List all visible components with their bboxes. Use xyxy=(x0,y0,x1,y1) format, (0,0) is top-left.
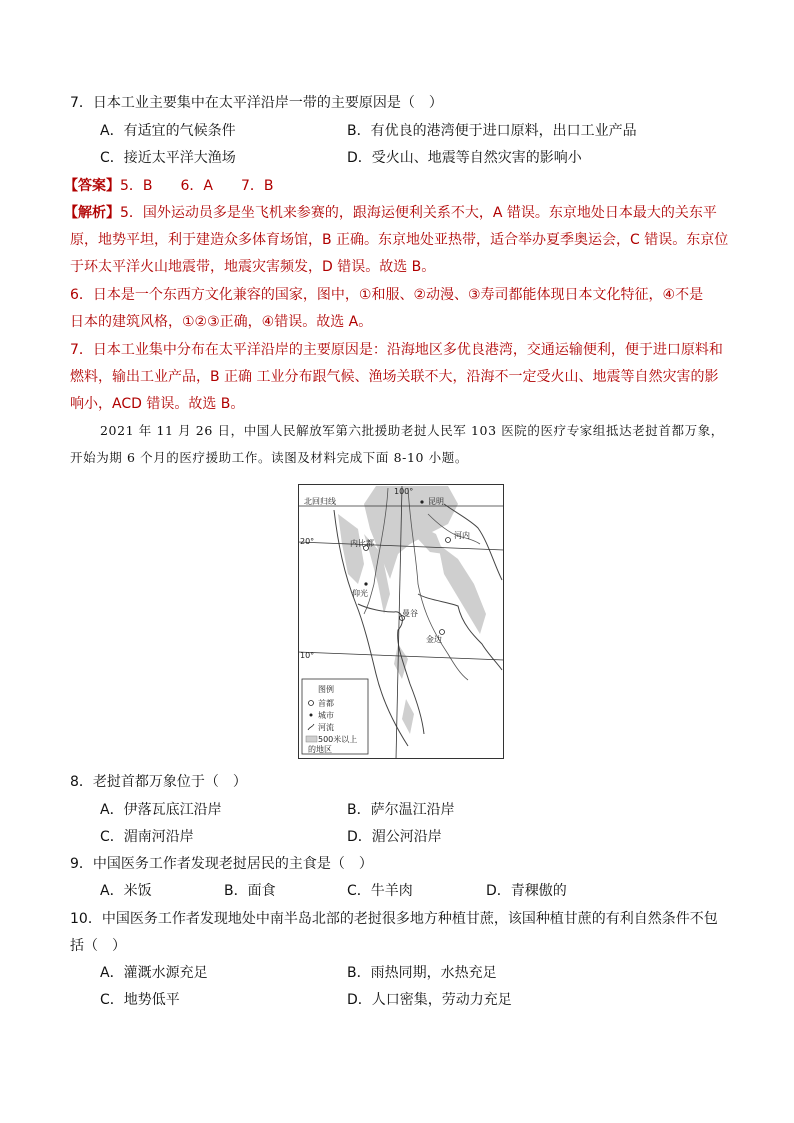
map-svg xyxy=(298,484,504,759)
q10-option-a: A．灌溉水源充足 xyxy=(100,965,208,981)
highland-symbol xyxy=(306,736,317,742)
legend-capital: 首都 xyxy=(318,699,334,708)
yangon-dot xyxy=(364,582,367,585)
label-kunming: 昆明 xyxy=(428,497,444,506)
kunming-dot xyxy=(420,500,423,503)
q7-option-a: A．有适宜的气候条件 xyxy=(100,123,236,139)
legend-title: 图例 xyxy=(318,685,334,694)
q8-option-a: A．伊落瓦底江沿岸 xyxy=(100,802,222,818)
q10-stem-line-1: 10．中国医务工作者发现地处中南半岛北部的老挝很多地方种植甘蔗，该国种植甘蔗的有利自然条件不包 xyxy=(70,911,718,927)
q9-option-d: D．青稞傲的 xyxy=(486,883,567,899)
label-bangkok: 曼谷 xyxy=(402,609,418,618)
label-naypyidaw: 内比都 xyxy=(350,539,374,548)
label-phnompenh: 金边 xyxy=(426,635,442,644)
answer-tag: 【答案】 xyxy=(64,178,120,194)
answer-line xyxy=(64,176,274,196)
q10-option-d: D．人口密集，劳动力充足 xyxy=(347,992,512,1008)
legend-highland-2: 的地区 xyxy=(308,745,332,754)
lat-20-label: 20° xyxy=(300,537,315,546)
q8-option-c: C．湄南河沿岸 xyxy=(100,829,194,845)
answer-text: 5．B 6．A 7．B xyxy=(120,178,274,194)
analysis-line-2: 原，地势平坦，利于建造众多体育场馆，B 正确。东京地处亚热带，适合举办夏季奥运会，C 错误。东京位 xyxy=(70,232,729,248)
q8-option-d: D．湄公河沿岸 xyxy=(347,829,442,845)
q9-option-c: C．牛羊肉 xyxy=(347,883,413,899)
analysis-line-8: 响小，ACD 错误。故选 B。 xyxy=(70,396,245,412)
analysis-text-1: 5．国外运动员多是坐飞机来参赛的，跟海运便利关系不大，A 错误。东京地处日本最大的关东平 xyxy=(120,205,717,221)
analysis-tag: 【解析】 xyxy=(64,205,120,221)
q7-option-b: B．有优良的港湾便于进口原料，出口工业产品 xyxy=(347,123,637,139)
analysis-line-5: 日本的建筑风格，①②③正确，④错误。故选 A。 xyxy=(70,314,373,330)
intro-line-1: 2021 年 11 月 26 日，中国人民解放军第六批援助老挝人民军 103 医院的医疗专家组抵达老挝首都万象， xyxy=(100,423,724,438)
q7-stem: 7．日本工业主要集中在太平洋沿岸一带的主要原因是（ ） xyxy=(70,95,443,111)
q9-option-b: B．面食 xyxy=(224,883,276,899)
indochina-map xyxy=(298,484,504,759)
q9-option-a: A．米饭 xyxy=(100,883,152,899)
q8-stem: 8．老挝首都万象位于（ ） xyxy=(70,774,247,790)
city-symbol xyxy=(310,714,313,717)
label-hanoi: 河内 xyxy=(454,531,470,540)
legend-river: 河流 xyxy=(318,723,334,732)
intro-line-2: 开始为期 6 个月的医疗援助工作。读图及材料完成下面 8-10 小题。 xyxy=(70,450,468,465)
q8-option-b: B．萨尔温江沿岸 xyxy=(347,802,455,818)
lon-100-label: 100° xyxy=(394,487,414,496)
lat-10-label: 10° xyxy=(300,651,315,660)
q10-stem-line-2: 括（ ） xyxy=(70,938,126,954)
q7-option-d: D．受火山、地震等自然灾害的影响小 xyxy=(347,150,582,166)
q10-option-b: B．雨热同期，水热充足 xyxy=(347,965,497,981)
legend-highland-1: 500米以上 xyxy=(318,735,358,744)
analysis-line-7: 燃料，输出工业产品，B 正确 工业分布跟气候、渔场关联不大，沿海不一定受火山、地震等自然灾害的影 xyxy=(70,369,719,385)
q9-stem: 9．中国医务工作者发现老挝居民的主食是（ ） xyxy=(70,856,373,872)
analysis-line-6: 7．日本工业集中分布在太平洋沿岸的主要原因是：沿海地区多优良港湾，交通运输便利，便于进口原料和 xyxy=(70,342,723,358)
label-yangon: 仰光 xyxy=(352,589,368,598)
analysis-line-3: 于环太平洋火山地震带，地震灾害频发，D 错误。故选 B。 xyxy=(70,259,436,275)
tropic-label: 北回归线 xyxy=(304,497,336,506)
analysis-line-4: 6．日本是一个东西方文化兼容的国家，图中，①和服、②动漫、③寿司都能体现日本文化特征，④不是 xyxy=(70,287,704,303)
q10-option-c: C．地势低平 xyxy=(100,992,180,1008)
legend-city: 城市 xyxy=(318,711,334,720)
q7-option-c: C．接近太平洋大渔场 xyxy=(100,150,236,166)
analysis-line-1 xyxy=(64,203,717,223)
